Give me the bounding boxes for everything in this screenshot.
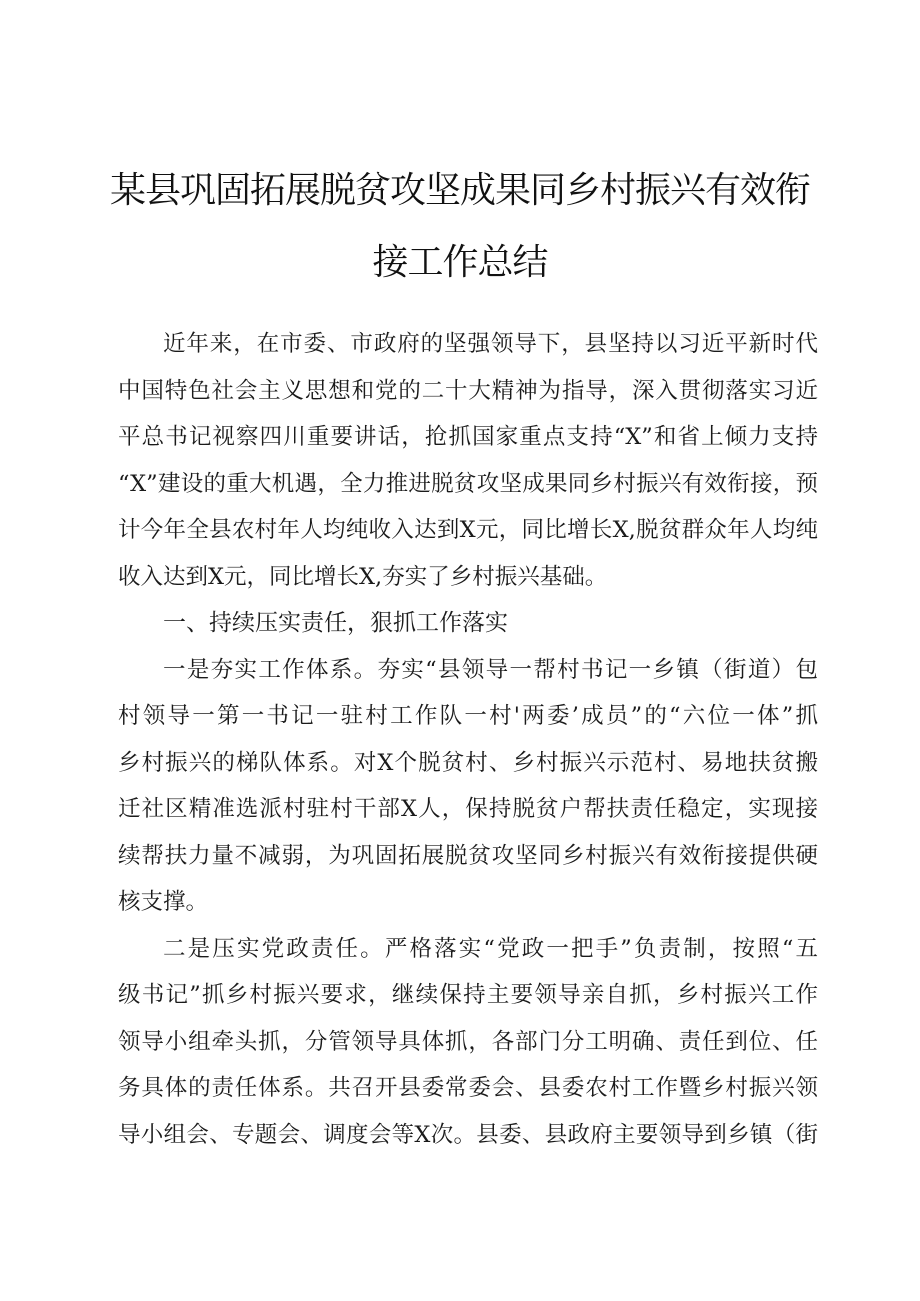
para1-line-5: 续帮扶力量不减弱，为巩固拓展脱贫攻坚同乡村振兴有效衔接提供硬 [118,843,818,869]
document-title-line-1: 某县巩固拓展脱贫攻坚成果同乡村振兴有效衔 [109,170,810,211]
intro-line-3: 平总书记视察四川重要讲话，抢抓国家重点支持“X”和省上倾力支持 [118,424,818,450]
para2-line-2: 级书记”抓乡村振兴要求，继续保持主要领导亲自抓，乡村振兴工作 [118,982,818,1008]
section-heading-1: 一、持续压实责任，狠抓工作落实 [163,610,508,636]
intro-line-4: “X”建设的重大机遇，全力推进脱贫攻坚成果同乡村振兴有效衔接，预 [118,471,818,497]
para1-line-6: 核支撑。 [118,889,209,915]
para2-line-5: 导小组会、专题会、调度会等X次。县委、县政府主要领导到乡镇（街 [118,1122,818,1148]
intro-line-1: 近年来，在市委、市政府的坚强领导下，县坚持以习近平新时代 [163,331,818,357]
para2-line-3: 领导小组牵头抓，分管领导具体抓，各部门分工明确、责任到位、任 [118,1029,818,1055]
intro-line-2: 中国特色社会主义思想和党的二十大精神为指导，深入贯彻落实习近 [118,378,818,404]
para1-line-4: 迁社区精准选派村驻村干部X人，保持脱贫户帮扶责任稳定，实现接 [118,796,818,822]
para1-line-2: 村领导一第一书记一驻村工作队一村'两委’成员”的“六位一体”抓 [118,703,818,729]
para1-line-3: 乡村振兴的梯队体系。对X个脱贫村、乡村振兴示范村、易地扶贫搬 [118,750,818,776]
document-title-line-2: 接工作总结 [372,242,548,283]
intro-line-6: 收入达到X元，同比增长X,夯实了乡村振兴基础。 [118,564,608,590]
para2-line-4: 务具体的责任体系。共召开县委常委会、县委农村工作暨乡村振兴领 [118,1075,818,1101]
intro-line-5: 计今年全县农村年人均纯收入达到X元，同比增长X,脱贫群众年人均纯 [118,517,818,543]
para1-line-1: 一是夯实工作体系。夯实“县领导一帮村书记一乡镇（街道）包 [163,657,818,683]
para2-line-1: 二是压实党政责任。严格落实“党政一把手”负责制，按照“五 [163,936,818,962]
